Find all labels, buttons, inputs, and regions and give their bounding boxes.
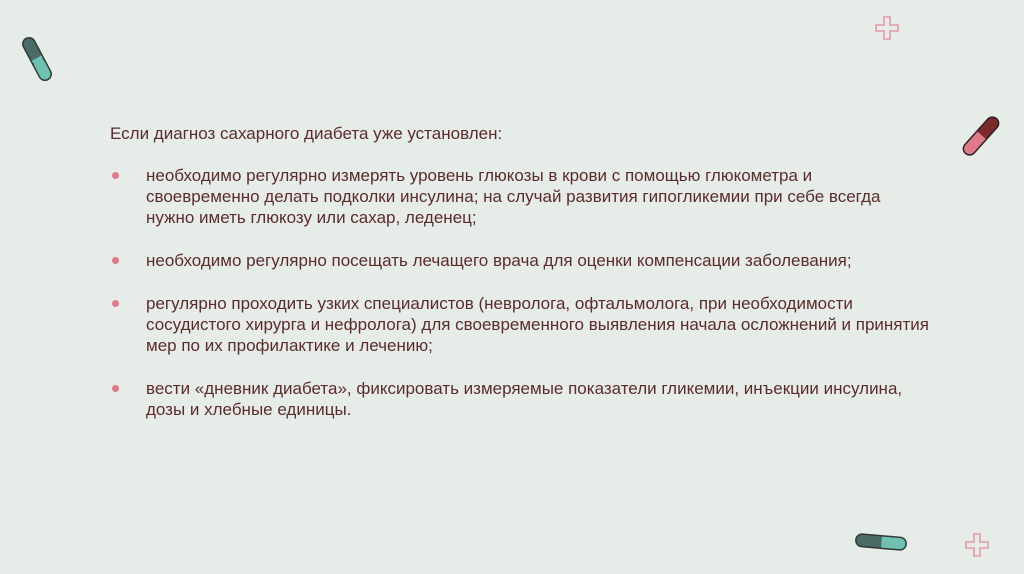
- pill-icon: [20, 32, 54, 86]
- bullet-list: [110, 165, 930, 420]
- bullet-dot-icon: [112, 257, 119, 264]
- plus-icon: [964, 532, 990, 558]
- bullet-dot-icon: [112, 300, 119, 307]
- bullet-item: [110, 378, 930, 420]
- bullet-dot-icon: [112, 385, 119, 392]
- bullet-item: [110, 165, 930, 228]
- bullet-dot-icon: [112, 172, 119, 179]
- bullet-text: необходимо регулярно измерять уровень глюкозы в крови с помощью глюкометра и своевременно делать подколки инсулина; на случай развития гипогликемии при себе всегда нужно иметь глюкозу или сахар, леденец;: [146, 166, 881, 227]
- bullet-item: [110, 250, 930, 271]
- plus-icon: [874, 15, 900, 41]
- intro-text: Если диагноз сахарного диабета уже установлен:: [110, 124, 503, 143]
- bullet-item: [110, 293, 930, 356]
- bullet-text: вести «дневник диабета», фиксировать измеряемые показатели гликемии, инъекции инсулина, дозы и хлебные единицы.: [146, 379, 903, 419]
- bullet-text: необходимо регулярно посещать лечащего врача для оценки компенсации заболевания;: [146, 251, 852, 270]
- slide-content: [110, 123, 930, 442]
- bullet-text: регулярно проходить узких специалистов (невролога, офтальмолога, при необходимости сосудистого хирурга и нефролога) для своевременного выявления начала осложнений и принятия мер по их профилактике и лечению;: [146, 294, 929, 355]
- pill-icon: [852, 530, 910, 554]
- pill-icon: [958, 110, 1004, 162]
